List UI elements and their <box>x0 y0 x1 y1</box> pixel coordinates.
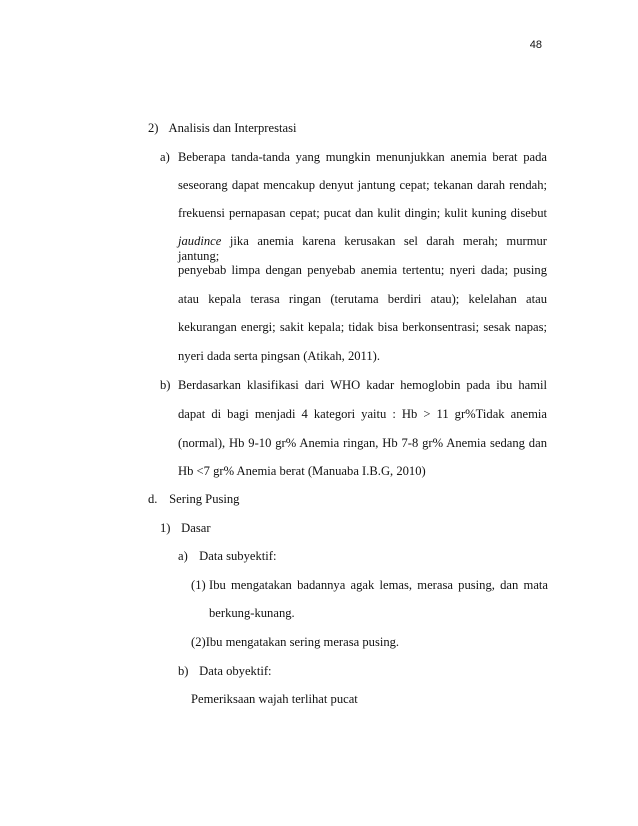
obyektif-marker: b) <box>178 664 189 678</box>
jaundice-term: jaudince <box>178 234 222 248</box>
analysis-marker: 2) <box>148 121 159 135</box>
point-a-line-8: nyeri dada serta pingsan (Atikah, 2011). <box>178 349 381 363</box>
point-a-line-4-rest: jika anemia karena kerusakan sel darah merah; murmur jantung; <box>178 234 547 263</box>
point-b-line-3: (normal), Hb 9-10 gr% Anemia ringan, Hb 7-8 gr% Anemia sedang dan <box>178 436 547 450</box>
subyektif-item-2 <box>191 635 399 650</box>
point-b-line-1: Berdasarkan klasifikasi dari WHO kadar hemoglobin pada ibu hamil <box>178 378 547 392</box>
obyektif-heading <box>178 664 272 679</box>
subyektif-item-1-marker: (1) <box>191 578 206 592</box>
section-d-marker: d. <box>148 492 158 506</box>
point-a-marker: a) <box>160 150 170 164</box>
section-d-title: Sering Pusing <box>169 492 240 506</box>
point-b-line-2: dapat di bagi menjadi 4 kategori yaitu : Hb > 11 gr%Tidak anemia <box>178 407 547 421</box>
subyektif-item-1-line-1: Ibu mengatakan badannya agak lemas, merasa pusing, dan mata <box>209 578 548 592</box>
point-b-line-4: Hb <7 gr% Anemia berat (Manuaba I.B.G, 2010) <box>178 464 426 478</box>
subyektif-title: Data subyektif: <box>199 549 277 563</box>
analysis-title: Analisis dan Interprestasi <box>168 121 297 135</box>
subyektif-marker: a) <box>178 549 188 563</box>
subyektif-heading <box>178 549 276 564</box>
subyektif-item-2-marker: (2) <box>191 635 206 649</box>
subyektif-item-1-line-2: berkung-kunang. <box>209 606 295 620</box>
point-a-line-1: Beberapa tanda-tanda yang mungkin menunjukkan anemia berat pada <box>178 150 547 164</box>
point-a-line-6: atau kepala terasa ringan (terutama berdiri atau); kelelahan atau <box>178 292 547 306</box>
obyektif-title: Data obyektif: <box>199 664 272 678</box>
page-number: 48 <box>529 39 542 51</box>
obyektif-text: Pemeriksaan wajah terlihat pucat <box>191 692 358 706</box>
point-a-line-5: penyebab limpa dengan penyebab anemia tertentu; nyeri dada; pusing <box>178 263 547 277</box>
point-a-line-7: kekurangan energi; sakit kepala; tidak bisa berkonsentrasi; sesak napas; <box>178 320 547 334</box>
point-a-line-4 <box>178 234 547 264</box>
point-a-line-2: seseorang dapat mencakup denyut jantung cepat; tekanan darah rendah; <box>178 178 547 192</box>
dasar-heading <box>160 521 211 536</box>
subyektif-item-2-text: Ibu mengatakan sering merasa pusing. <box>205 635 400 649</box>
section-d-heading <box>148 492 239 507</box>
point-a-line-3: frekuensi pernapasan cepat; pucat dan kulit dingin; kulit kuning disebut <box>178 206 547 220</box>
point-b-marker: b) <box>160 378 171 392</box>
dasar-title: Dasar <box>181 521 211 535</box>
analysis-heading <box>148 121 296 136</box>
dasar-marker: 1) <box>160 521 171 535</box>
